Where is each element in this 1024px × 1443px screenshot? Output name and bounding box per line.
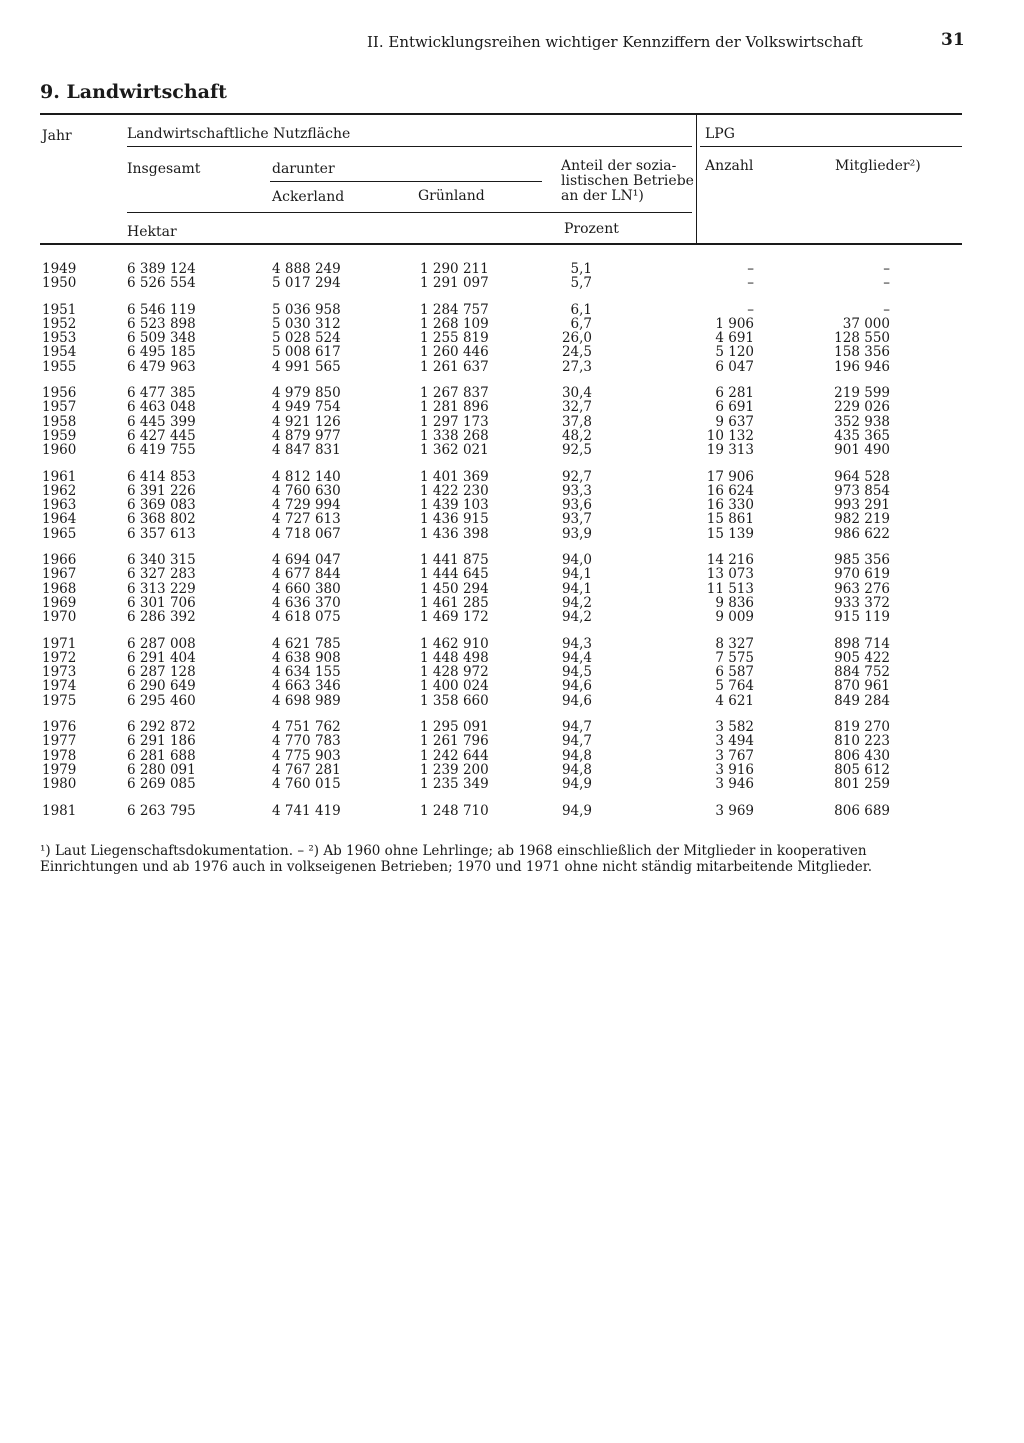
- row-group: [0, 804, 1024, 818]
- table-row: [0, 527, 1024, 541]
- insgesamt-cell: 6 313 229: [127, 580, 196, 597]
- mitglieder-cell: 805 612: [834, 761, 890, 778]
- insgesamt-cell: 6 495 185: [127, 344, 196, 361]
- year-cell: 1972: [42, 649, 77, 666]
- anzahl-cell: 11 513: [706, 580, 754, 597]
- year-cell: 1971: [42, 635, 77, 652]
- ackerland-cell: 4 663 346: [272, 678, 341, 695]
- ackerland-cell: 4 847 831: [272, 442, 341, 459]
- header-rule-lpg: [700, 146, 962, 147]
- gruenland-cell: 1 358 660: [420, 692, 489, 709]
- anzahl-cell: 19 313: [706, 442, 754, 459]
- header-rule-units: [127, 212, 692, 213]
- table-row: [0, 484, 1024, 498]
- anteil-cell: 94,4: [561, 649, 592, 666]
- header-rule-ln: [127, 146, 692, 147]
- header-anteil-1: Anteil der sozia-: [561, 158, 677, 174]
- table-row: [0, 429, 1024, 443]
- year-cell: 1950: [42, 275, 77, 292]
- year-cell: 1958: [42, 413, 77, 430]
- anteil-cell: 94,2: [561, 594, 592, 611]
- anzahl-cell: 16 330: [706, 497, 754, 514]
- mitglieder-cell: 986 622: [834, 525, 890, 542]
- anzahl-cell: 3 582: [715, 719, 754, 736]
- anteil-cell: 94,6: [561, 692, 592, 709]
- header-unit-prozent: Prozent: [564, 221, 619, 237]
- mitglieder-cell: 901 490: [834, 442, 890, 459]
- year-cell: 1975: [42, 692, 77, 709]
- mitglieder-cell: 849 284: [834, 692, 890, 709]
- mitglieder-cell: 435 365: [834, 427, 890, 444]
- insgesamt-cell: 6 286 392: [127, 609, 196, 626]
- mitglieder-cell: 810 223: [834, 733, 890, 750]
- mitglieder-cell: 993 291: [834, 497, 890, 514]
- header-lpg: LPG: [705, 126, 735, 142]
- anzahl-cell: 10 132: [706, 427, 754, 444]
- insgesamt-cell: 6 414 853: [127, 468, 196, 485]
- insgesamt-cell: 6 281 688: [127, 747, 196, 764]
- anteil-cell: 94,5: [561, 664, 592, 681]
- insgesamt-cell: 6 391 226: [127, 482, 196, 499]
- insgesamt-cell: 6 546 119: [127, 301, 196, 318]
- ackerland-cell: 4 949 754: [272, 399, 341, 416]
- ackerland-cell: 4 660 380: [272, 580, 341, 597]
- insgesamt-cell: 6 327 283: [127, 566, 196, 583]
- gruenland-cell: 1 261 796: [420, 733, 489, 750]
- ackerland-cell: 5 028 524: [272, 330, 341, 347]
- gruenland-cell: 1 436 398: [420, 525, 489, 542]
- mitglieder-cell: 870 961: [834, 678, 890, 695]
- mitglieder-cell: 219 599: [834, 385, 890, 402]
- ackerland-cell: 4 751 762: [272, 719, 341, 736]
- gruenland-cell: 1 235 349: [420, 776, 489, 793]
- header-anzahl: Anzahl: [705, 158, 754, 174]
- mitglieder-cell: 982 219: [834, 511, 890, 528]
- table-row: [0, 665, 1024, 679]
- gruenland-cell: 1 450 294: [420, 580, 489, 597]
- mitglieder-cell: 963 276: [834, 580, 890, 597]
- gruenland-cell: 1 428 972: [420, 664, 489, 681]
- table-row: [0, 345, 1024, 359]
- gruenland-cell: 1 295 091: [420, 719, 489, 736]
- table-row: [0, 720, 1024, 734]
- gruenland-cell: 1 290 211: [420, 261, 489, 277]
- insgesamt-cell: 6 526 554: [127, 275, 196, 292]
- mitglieder-cell: 806 689: [834, 802, 890, 819]
- year-cell: 1952: [42, 315, 77, 332]
- table-row: [0, 694, 1024, 708]
- anzahl-cell: 6 047: [715, 358, 754, 375]
- header-anteil-3: an der LN¹): [561, 188, 644, 204]
- table-row: [0, 498, 1024, 512]
- row-group: [0, 386, 1024, 457]
- ackerland-cell: 4 812 140: [272, 468, 341, 485]
- insgesamt-cell: 6 369 083: [127, 497, 196, 514]
- table-row: [0, 470, 1024, 484]
- insgesamt-cell: 6 292 872: [127, 719, 196, 736]
- gruenland-cell: 1 248 710: [420, 802, 489, 819]
- table-row: [0, 415, 1024, 429]
- anzahl-cell: 3 494: [715, 733, 754, 750]
- table-row: [0, 303, 1024, 317]
- anteil-cell: 93,7: [561, 511, 592, 528]
- year-cell: 1970: [42, 609, 77, 626]
- gruenland-cell: 1 469 172: [420, 609, 489, 626]
- running-head: II. Entwicklungsreihen wichtiger Kennziffern der Volkswirtschaft: [367, 33, 863, 51]
- anzahl-cell: 3 946: [715, 776, 754, 793]
- year-cell: 1966: [42, 552, 77, 569]
- gruenland-cell: 1 441 875: [420, 552, 489, 569]
- mitglieder-cell: 158 356: [834, 344, 890, 361]
- anzahl-cell: 6 587: [715, 664, 754, 681]
- table-top-rule: [40, 113, 962, 115]
- insgesamt-cell: 6 291 404: [127, 649, 196, 666]
- gruenland-cell: 1 242 644: [420, 747, 489, 764]
- mitglieder-cell: 905 422: [834, 649, 890, 666]
- header-darunter: darunter: [272, 161, 335, 177]
- anzahl-cell: 17 906: [706, 468, 754, 485]
- mitglieder-cell: 229 026: [834, 399, 890, 416]
- ackerland-cell: 4 767 281: [272, 761, 341, 778]
- anteil-cell: 94,7: [561, 719, 592, 736]
- ackerland-cell: 4 879 977: [272, 427, 341, 444]
- mitglieder-cell: –: [883, 275, 890, 292]
- section-title: 9. Landwirtschaft: [40, 81, 227, 103]
- header-gruenland: Grünland: [418, 188, 485, 204]
- header-bottom-rule: [40, 243, 962, 245]
- gruenland-cell: 1 255 819: [420, 330, 489, 347]
- year-cell: 1964: [42, 511, 77, 528]
- mitglieder-cell: 37 000: [842, 315, 890, 332]
- anzahl-cell: 9 836: [715, 594, 754, 611]
- anteil-cell: 32,7: [561, 399, 592, 416]
- row-group: [0, 553, 1024, 624]
- ackerland-cell: 4 634 155: [272, 664, 341, 681]
- gruenland-cell: 1 284 757: [420, 301, 489, 318]
- ackerland-cell: 4 729 994: [272, 497, 341, 514]
- row-group: [0, 720, 1024, 791]
- insgesamt-cell: 6 445 399: [127, 413, 196, 430]
- year-cell: 1969: [42, 594, 77, 611]
- year-cell: 1959: [42, 427, 77, 444]
- mitglieder-cell: 801 259: [834, 776, 890, 793]
- anzahl-cell: 15 139: [706, 525, 754, 542]
- insgesamt-cell: 6 419 755: [127, 442, 196, 459]
- row-group: [0, 303, 1024, 374]
- ackerland-cell: 4 677 844: [272, 566, 341, 583]
- gruenland-cell: 1 444 645: [420, 566, 489, 583]
- ackerland-cell: 4 718 067: [272, 525, 341, 542]
- year-cell: 1967: [42, 566, 77, 583]
- row-group: [0, 637, 1024, 708]
- anteil-cell: 6,7: [570, 315, 592, 332]
- year-cell: 1953: [42, 330, 77, 347]
- insgesamt-cell: 6 269 085: [127, 776, 196, 793]
- mitglieder-cell: 884 752: [834, 664, 890, 681]
- year-cell: 1954: [42, 344, 77, 361]
- gruenland-cell: 1 400 024: [420, 678, 489, 695]
- anteil-cell: 93,9: [561, 525, 592, 542]
- mitglieder-cell: 973 854: [834, 482, 890, 499]
- insgesamt-cell: 6 477 385: [127, 385, 196, 402]
- insgesamt-cell: 6 263 795: [127, 802, 196, 819]
- table-body: [0, 262, 1024, 830]
- anteil-cell: 92,7: [561, 468, 592, 485]
- anzahl-cell: 9 637: [715, 413, 754, 430]
- mitglieder-cell: 964 528: [834, 468, 890, 485]
- header-vrule-lpg: [696, 113, 697, 243]
- anzahl-cell: 4 621: [715, 692, 754, 709]
- table-row: [0, 610, 1024, 624]
- year-cell: 1949: [42, 261, 77, 277]
- anteil-cell: 94,6: [561, 678, 592, 695]
- year-cell: 1957: [42, 399, 77, 416]
- table-row: [0, 596, 1024, 610]
- year-cell: 1962: [42, 482, 77, 499]
- table-row: [0, 749, 1024, 763]
- ackerland-cell: 4 727 613: [272, 511, 341, 528]
- gruenland-cell: 1 260 446: [420, 344, 489, 361]
- table-row: [0, 763, 1024, 777]
- gruenland-cell: 1 338 268: [420, 427, 489, 444]
- ackerland-cell: 5 017 294: [272, 275, 341, 292]
- year-cell: 1955: [42, 358, 77, 375]
- year-cell: 1956: [42, 385, 77, 402]
- table-row: [0, 651, 1024, 665]
- gruenland-cell: 1 268 109: [420, 315, 489, 332]
- ackerland-cell: 4 741 419: [272, 802, 341, 819]
- mitglieder-cell: 970 619: [834, 566, 890, 583]
- insgesamt-cell: 6 389 124: [127, 261, 196, 277]
- gruenland-cell: 1 436 915: [420, 511, 489, 528]
- ackerland-cell: 4 770 783: [272, 733, 341, 750]
- table-row: [0, 553, 1024, 567]
- year-cell: 1973: [42, 664, 77, 681]
- insgesamt-cell: 6 357 613: [127, 525, 196, 542]
- anteil-cell: 94,8: [561, 747, 592, 764]
- anzahl-cell: 9 009: [715, 609, 754, 626]
- insgesamt-cell: 6 287 128: [127, 664, 196, 681]
- page-number: 31: [941, 30, 965, 50]
- anteil-cell: 5,1: [570, 261, 592, 277]
- insgesamt-cell: 6 427 445: [127, 427, 196, 444]
- footnotes: ¹) Laut Liegenschaftsdokumentation. – ²) Ab 1960 ohne Lehrlinge; ab 1968 einschließlich der Mitglieder in kooperativen Einrichtungen und ab 1976 auch in volkseigenen Betrieben; 1970 und 1971 ohne nicht ständig mitarbeitende Mitglieder.: [40, 843, 873, 875]
- table-row: [0, 512, 1024, 526]
- header-rule-darunter: [270, 181, 542, 182]
- gruenland-cell: 1 448 498: [420, 649, 489, 666]
- anteil-cell: 94,9: [561, 802, 592, 819]
- mitglieder-cell: 352 938: [834, 413, 890, 430]
- anzahl-cell: 5 120: [715, 344, 754, 361]
- anzahl-cell: 3 969: [715, 802, 754, 819]
- year-cell: 1976: [42, 719, 77, 736]
- table-row: [0, 317, 1024, 331]
- anteil-cell: 48,2: [561, 427, 592, 444]
- anzahl-cell: 3 916: [715, 761, 754, 778]
- insgesamt-cell: 6 509 348: [127, 330, 196, 347]
- table-row: [0, 360, 1024, 374]
- year-cell: 1961: [42, 468, 77, 485]
- gruenland-cell: 1 297 173: [420, 413, 489, 430]
- header-ln: Landwirtschaftliche Nutzfläche: [127, 126, 351, 142]
- ackerland-cell: 5 036 958: [272, 301, 341, 318]
- year-cell: 1980: [42, 776, 77, 793]
- anzahl-cell: 4 691: [715, 330, 754, 347]
- year-cell: 1960: [42, 442, 77, 459]
- ackerland-cell: 4 760 630: [272, 482, 341, 499]
- ackerland-cell: 4 979 850: [272, 385, 341, 402]
- table-row: [0, 276, 1024, 290]
- anzahl-cell: 3 767: [715, 747, 754, 764]
- ackerland-cell: 5 008 617: [272, 344, 341, 361]
- gruenland-cell: 1 462 910: [420, 635, 489, 652]
- header-mitglieder: Mitglieder²): [835, 158, 921, 174]
- ackerland-cell: 4 921 126: [272, 413, 341, 430]
- anzahl-cell: –: [747, 261, 754, 277]
- anzahl-cell: 13 073: [706, 566, 754, 583]
- anteil-cell: 27,3: [561, 358, 592, 375]
- mitglieder-cell: –: [883, 301, 890, 318]
- ackerland-cell: 4 636 370: [272, 594, 341, 611]
- insgesamt-cell: 6 295 460: [127, 692, 196, 709]
- mitglieder-cell: 196 946: [834, 358, 890, 375]
- insgesamt-cell: 6 290 649: [127, 678, 196, 695]
- insgesamt-cell: 6 479 963: [127, 358, 196, 375]
- anzahl-cell: –: [747, 301, 754, 318]
- mitglieder-cell: 915 119: [834, 609, 890, 626]
- year-cell: 1968: [42, 580, 77, 597]
- anteil-cell: 93,3: [561, 482, 592, 499]
- ackerland-cell: 4 698 989: [272, 692, 341, 709]
- mitglieder-cell: 898 714: [834, 635, 890, 652]
- insgesamt-cell: 6 368 802: [127, 511, 196, 528]
- anteil-cell: 94,2: [561, 609, 592, 626]
- table-row: [0, 582, 1024, 596]
- header-anteil-2: listischen Betriebe: [561, 173, 694, 189]
- table-row: [0, 637, 1024, 651]
- insgesamt-cell: 6 301 706: [127, 594, 196, 611]
- anteil-cell: 94,3: [561, 635, 592, 652]
- mitglieder-cell: 128 550: [834, 330, 890, 347]
- anzahl-cell: 14 216: [706, 552, 754, 569]
- row-group: [0, 262, 1024, 291]
- anzahl-cell: 8 327: [715, 635, 754, 652]
- anzahl-cell: 6 281: [715, 385, 754, 402]
- gruenland-cell: 1 281 896: [420, 399, 489, 416]
- header-ackerland: Ackerland: [272, 189, 345, 205]
- year-cell: 1974: [42, 678, 77, 695]
- anzahl-cell: 6 691: [715, 399, 754, 416]
- ackerland-cell: 4 991 565: [272, 358, 341, 375]
- table-row: [0, 804, 1024, 818]
- year-cell: 1977: [42, 733, 77, 750]
- gruenland-cell: 1 267 837: [420, 385, 489, 402]
- anteil-cell: 94,1: [561, 566, 592, 583]
- year-cell: 1978: [42, 747, 77, 764]
- insgesamt-cell: 6 523 898: [127, 315, 196, 332]
- ackerland-cell: 4 694 047: [272, 552, 341, 569]
- anteil-cell: 5,7: [570, 275, 592, 292]
- anzahl-cell: 5 764: [715, 678, 754, 695]
- gruenland-cell: 1 401 369: [420, 468, 489, 485]
- gruenland-cell: 1 291 097: [420, 275, 489, 292]
- header-jahr: Jahr: [42, 128, 72, 144]
- gruenland-cell: 1 239 200: [420, 761, 489, 778]
- year-cell: 1979: [42, 761, 77, 778]
- anteil-cell: 24,5: [561, 344, 592, 361]
- insgesamt-cell: 6 340 315: [127, 552, 196, 569]
- insgesamt-cell: 6 280 091: [127, 761, 196, 778]
- gruenland-cell: 1 461 285: [420, 594, 489, 611]
- table-row: [0, 400, 1024, 414]
- anteil-cell: 94,1: [561, 580, 592, 597]
- table-row: [0, 734, 1024, 748]
- insgesamt-cell: 6 287 008: [127, 635, 196, 652]
- ackerland-cell: 5 030 312: [272, 315, 341, 332]
- year-cell: 1963: [42, 497, 77, 514]
- table-row: [0, 777, 1024, 791]
- table-row: [0, 679, 1024, 693]
- gruenland-cell: 1 362 021: [420, 442, 489, 459]
- table-row: [0, 331, 1024, 345]
- gruenland-cell: 1 261 637: [420, 358, 489, 375]
- mitglieder-cell: 819 270: [834, 719, 890, 736]
- insgesamt-cell: 6 463 048: [127, 399, 196, 416]
- row-group: [0, 470, 1024, 541]
- anteil-cell: 30,4: [561, 385, 592, 402]
- anzahl-cell: 15 861: [706, 511, 754, 528]
- year-cell: 1951: [42, 301, 77, 318]
- ackerland-cell: 4 775 903: [272, 747, 341, 764]
- header-insgesamt: Insgesamt: [127, 161, 201, 177]
- mitglieder-cell: 806 430: [834, 747, 890, 764]
- ackerland-cell: 4 618 075: [272, 609, 341, 626]
- mitglieder-cell: 933 372: [834, 594, 890, 611]
- year-cell: 1965: [42, 525, 77, 542]
- anteil-cell: 94,9: [561, 776, 592, 793]
- anteil-cell: 37,8: [561, 413, 592, 430]
- ackerland-cell: 4 638 908: [272, 649, 341, 666]
- mitglieder-cell: 985 356: [834, 552, 890, 569]
- anteil-cell: 93,6: [561, 497, 592, 514]
- anzahl-cell: 16 624: [706, 482, 754, 499]
- anzahl-cell: –: [747, 275, 754, 292]
- table-row: [0, 386, 1024, 400]
- insgesamt-cell: 6 291 186: [127, 733, 196, 750]
- ackerland-cell: 4 888 249: [272, 261, 341, 277]
- year-cell: 1981: [42, 802, 77, 819]
- anteil-cell: 94,0: [561, 552, 592, 569]
- anzahl-cell: 1 906: [715, 315, 754, 332]
- ackerland-cell: 4 760 015: [272, 776, 341, 793]
- anteil-cell: 94,8: [561, 761, 592, 778]
- anteil-cell: 94,7: [561, 733, 592, 750]
- table-row: [0, 567, 1024, 581]
- anteil-cell: 92,5: [561, 442, 592, 459]
- gruenland-cell: 1 422 230: [420, 482, 489, 499]
- gruenland-cell: 1 439 103: [420, 497, 489, 514]
- header-unit-hektar: Hektar: [127, 224, 177, 240]
- anteil-cell: 6,1: [570, 301, 592, 318]
- mitglieder-cell: –: [883, 261, 890, 277]
- anteil-cell: 26,0: [561, 330, 592, 347]
- anzahl-cell: 7 575: [715, 649, 754, 666]
- table-row: [0, 443, 1024, 457]
- table-row: [0, 262, 1024, 276]
- ackerland-cell: 4 621 785: [272, 635, 341, 652]
